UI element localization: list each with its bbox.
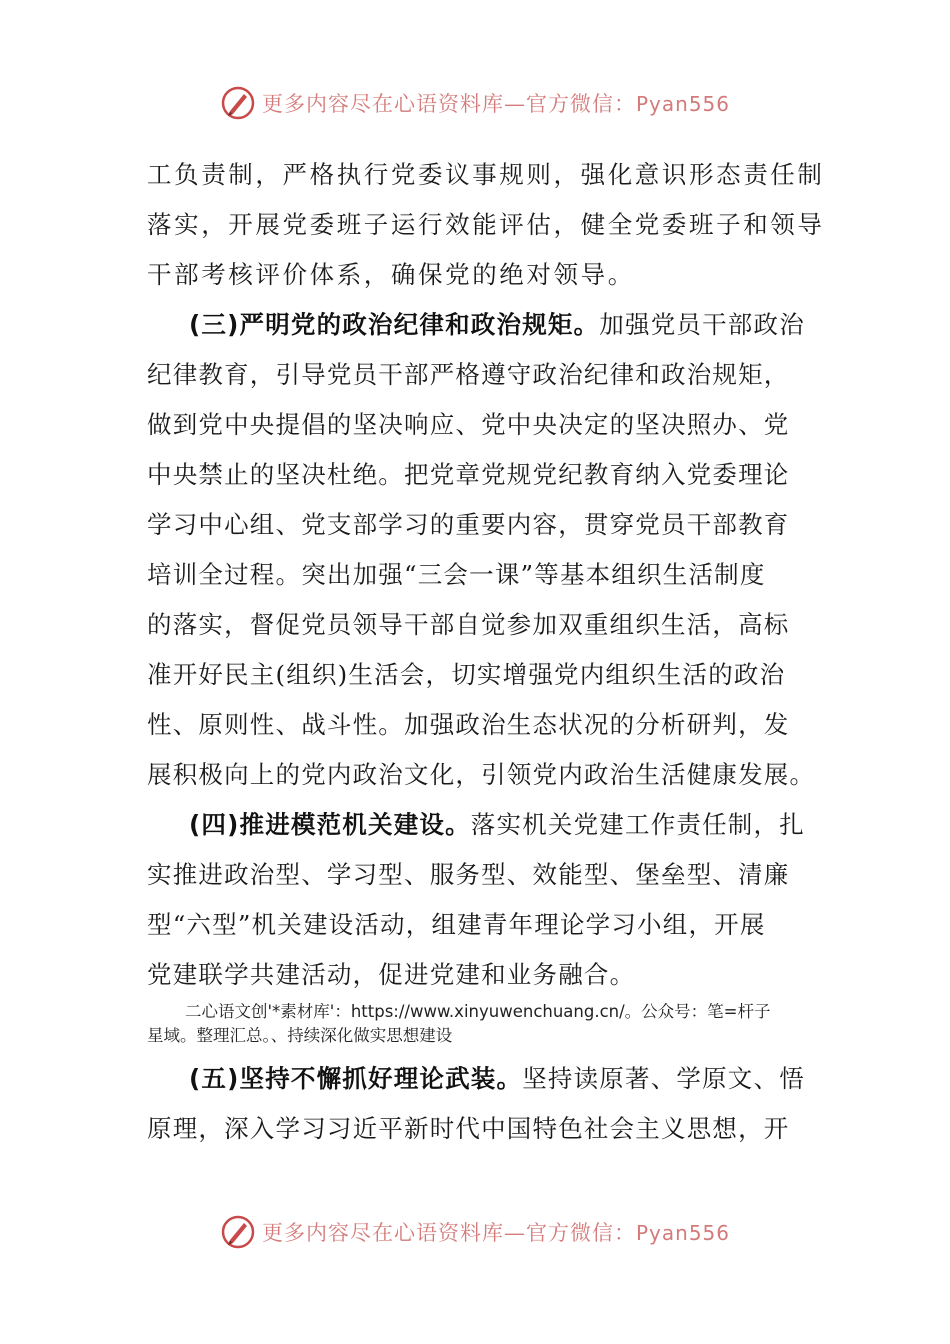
text-line: 干部考核评价体系，确保党的绝对领导。: [147, 260, 635, 289]
section-heading-line: (四)推进模范机关建设。落实机关党建工作责任制，扎: [189, 810, 805, 839]
section-heading-line: (五)坚持不懈抓好理论武装。坚持读原著、学原文、悟: [189, 1064, 805, 1093]
watermark-footer: [0, 1212, 950, 1252]
text-line: 工负责制，严格执行党委议事规则，强化意识形态责任制: [147, 160, 825, 189]
text-line: 学习中心组、党支部学习的重要内容，贯穿党员干部教育: [147, 510, 790, 539]
document-body: [147, 150, 825, 1000]
section-heading-line: (三)严明党的政治纪律和政治规矩。加强党员干部政治: [189, 310, 805, 339]
text-line: 的落实，督促党员领导干部自觉参加双重组织生活，高标: [147, 610, 790, 639]
section-heading: (五)坚持不懈抓好理论武装。: [189, 1064, 523, 1093]
text-line: 党建联学共建活动，促进党建和业务融合。: [147, 960, 636, 989]
watermark-text: 更多内容尽在心语资料库—官方微信：Pyan556: [261, 92, 730, 116]
watermark-text: 更多内容尽在心语资料库—官方微信：Pyan556: [261, 1221, 730, 1245]
section-heading: (四)推进模范机关建设。: [189, 810, 471, 839]
section-heading: (三)严明党的政治纪律和政治规矩。: [189, 310, 600, 339]
source-note: [147, 1000, 817, 1048]
text-line: 型“六型”机关建设活动，组建青年理论学习小组，开展: [147, 910, 766, 939]
pen-logo-icon: [220, 1214, 256, 1250]
text-line: 实推进政治型、学习型、服务型、效能型、堡垒型、清廉: [147, 860, 790, 889]
source-note-line: 星域。整理汇总。、持续深化做实思想建设: [147, 1026, 453, 1045]
text-line: 展积极向上的党内政治文化，引领党内政治生活健康发展。: [147, 760, 816, 789]
text-line: 准开好民主(组织)生活会，切实增强党内组织生活的政治: [147, 660, 786, 689]
source-note-line: 二心语文创'*素材库'：https://www.xinyuwenchuang.cn/。公众号：笔=杆子: [185, 1002, 771, 1021]
text-line: 中央禁止的坚决杜绝。把党章党规党纪教育纳入党委理论: [147, 460, 790, 489]
text-line: 性、原则性、战斗性。加强政治生态状况的分析研判，发: [147, 710, 790, 739]
text-line: 纪律教育，引导党员干部严格遵守政治纪律和政治规矩，: [147, 360, 790, 389]
text-line: 落实，开展党委班子运行效能评估，健全党委班子和领导: [147, 210, 825, 239]
pen-logo-icon: [220, 85, 256, 121]
text-line: 做到党中央提倡的坚决响应、党中央决定的坚决照办、党: [147, 410, 790, 439]
text-line: 原理，深入学习习近平新时代中国特色社会主义思想，开: [147, 1114, 790, 1143]
document-body-continued: [147, 1054, 807, 1154]
watermark-header: [0, 83, 950, 123]
text-line: 培训全过程。突出加强“三会一课”等基本组织生活制度: [147, 560, 766, 589]
